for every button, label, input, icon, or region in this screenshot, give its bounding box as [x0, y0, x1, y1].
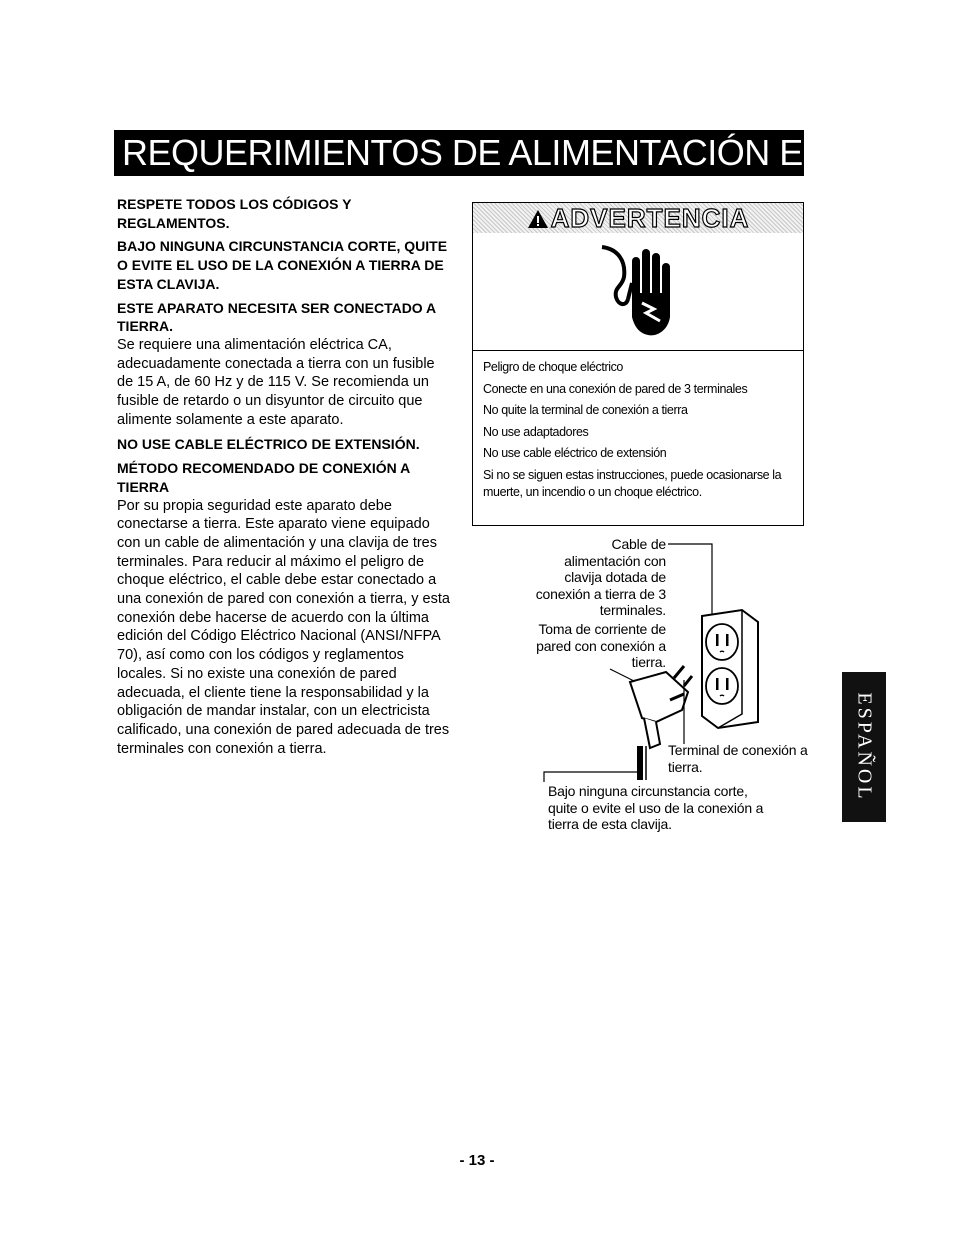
warning-item: Si no se siguen estas instrucciones, puede ocasionarse la muerte, un incendio o un choque eléctrico. — [483, 467, 782, 499]
heading-grounded: ESTE APARATO NECESITA SER CONECTADO A TIERRA. — [117, 299, 436, 335]
three-prong-plug-icon — [630, 666, 692, 780]
warning-box — [472, 202, 804, 526]
warning-item: Conecte en una conexión de pared de 3 terminales — [483, 381, 748, 396]
heading-no-extension: NO USE CABLE ELÉCTRICO DE EXTENSIÓN. — [117, 436, 420, 453]
wall-outlet-icon — [702, 610, 758, 728]
page-number: - 13 - — [459, 1152, 495, 1169]
paragraph-power-supply: Se requiere una alimentación eléctrica CA, adecuadamente conectada a tierra con un fusible de 15 A, de 60 Hz y de 115 V. Se recomienda un fusible de retardo o un disyuntor de circuito que alimente solamente a este aparato. — [117, 336, 435, 428]
warning-icon-area — [473, 233, 803, 351]
heading-grounding-method: MÉTODO RECOMENDADO DE CONEXIÓN A TIERRA — [117, 460, 410, 495]
plug-and-outlet-illustration — [470, 534, 810, 854]
heading-codes: RESPETE TODOS LOS CÓDIGOS Y REGLAMENTOS. — [117, 196, 352, 231]
page-title: REQUERIMIENTOS DE ALIMENTACIÓN ELÉCTRICA — [114, 130, 804, 176]
paragraph-grounding: Por su propia seguridad este aparato debe conectarse a tierra. Este aparato viene equipado con un cable de alimentación y una clavija de tres terminales. Para reducir al máximo el peligro de choque eléctrico, el cable debe estar conectado a una conexión de pared con conexión a tierra, y esta conexión debe hacerse de acuerdo con la última edición del Código Eléctrico Nacional (ANSI/NFPA 70), así como con los códigos y reglamentos locales. Si no existe una conexión de pared adecuada, el cliente tiene la responsabilidad y la obligación de mandar instalar, con un electricista calificado, una conexión de pared adecuada de tres terminales con conexión a tierra. — [117, 497, 450, 757]
terminal-label: Terminal de conexión a tierra. — [668, 742, 808, 775]
warning-list — [473, 351, 803, 501]
electric-shock-hand-icon — [598, 241, 678, 341]
heading-do-not-cut: BAJO NINGUNA CIRCUNSTANCIA CORTE, QUITE O EVITE EL USO DE LA CONEXIÓN A TIERRA DE ESTA CLAVIJA. — [117, 238, 448, 292]
warning-triangle-icon — [527, 205, 549, 235]
warning-header — [473, 203, 803, 233]
warning-item: No use cable eléctrico de extensión — [483, 446, 667, 460]
warning-heading: ADVERTENCIA — [550, 203, 750, 233]
cable-label: Cable de alimentación con clavija dotada de conexión a tierra de 3 terminales. — [535, 536, 666, 618]
warning-item: Peligro de choque eléctrico — [483, 360, 623, 374]
instructions-column — [117, 195, 452, 762]
warning-item: No quite la terminal de conexión a tierra — [483, 403, 688, 417]
warning-item: No use adaptadores — [483, 424, 589, 439]
outlet-label: Toma de corriente de pared con conexión a tierra. — [536, 621, 666, 670]
language-tab — [842, 672, 886, 822]
language-tab-label: ESPAÑOL — [853, 692, 876, 802]
grounding-figure — [470, 534, 810, 854]
plug-warning-label: Bajo ninguna circunstancia corte, quite o evite el uso de la conexión a tierra de esta clavija. — [548, 783, 764, 832]
